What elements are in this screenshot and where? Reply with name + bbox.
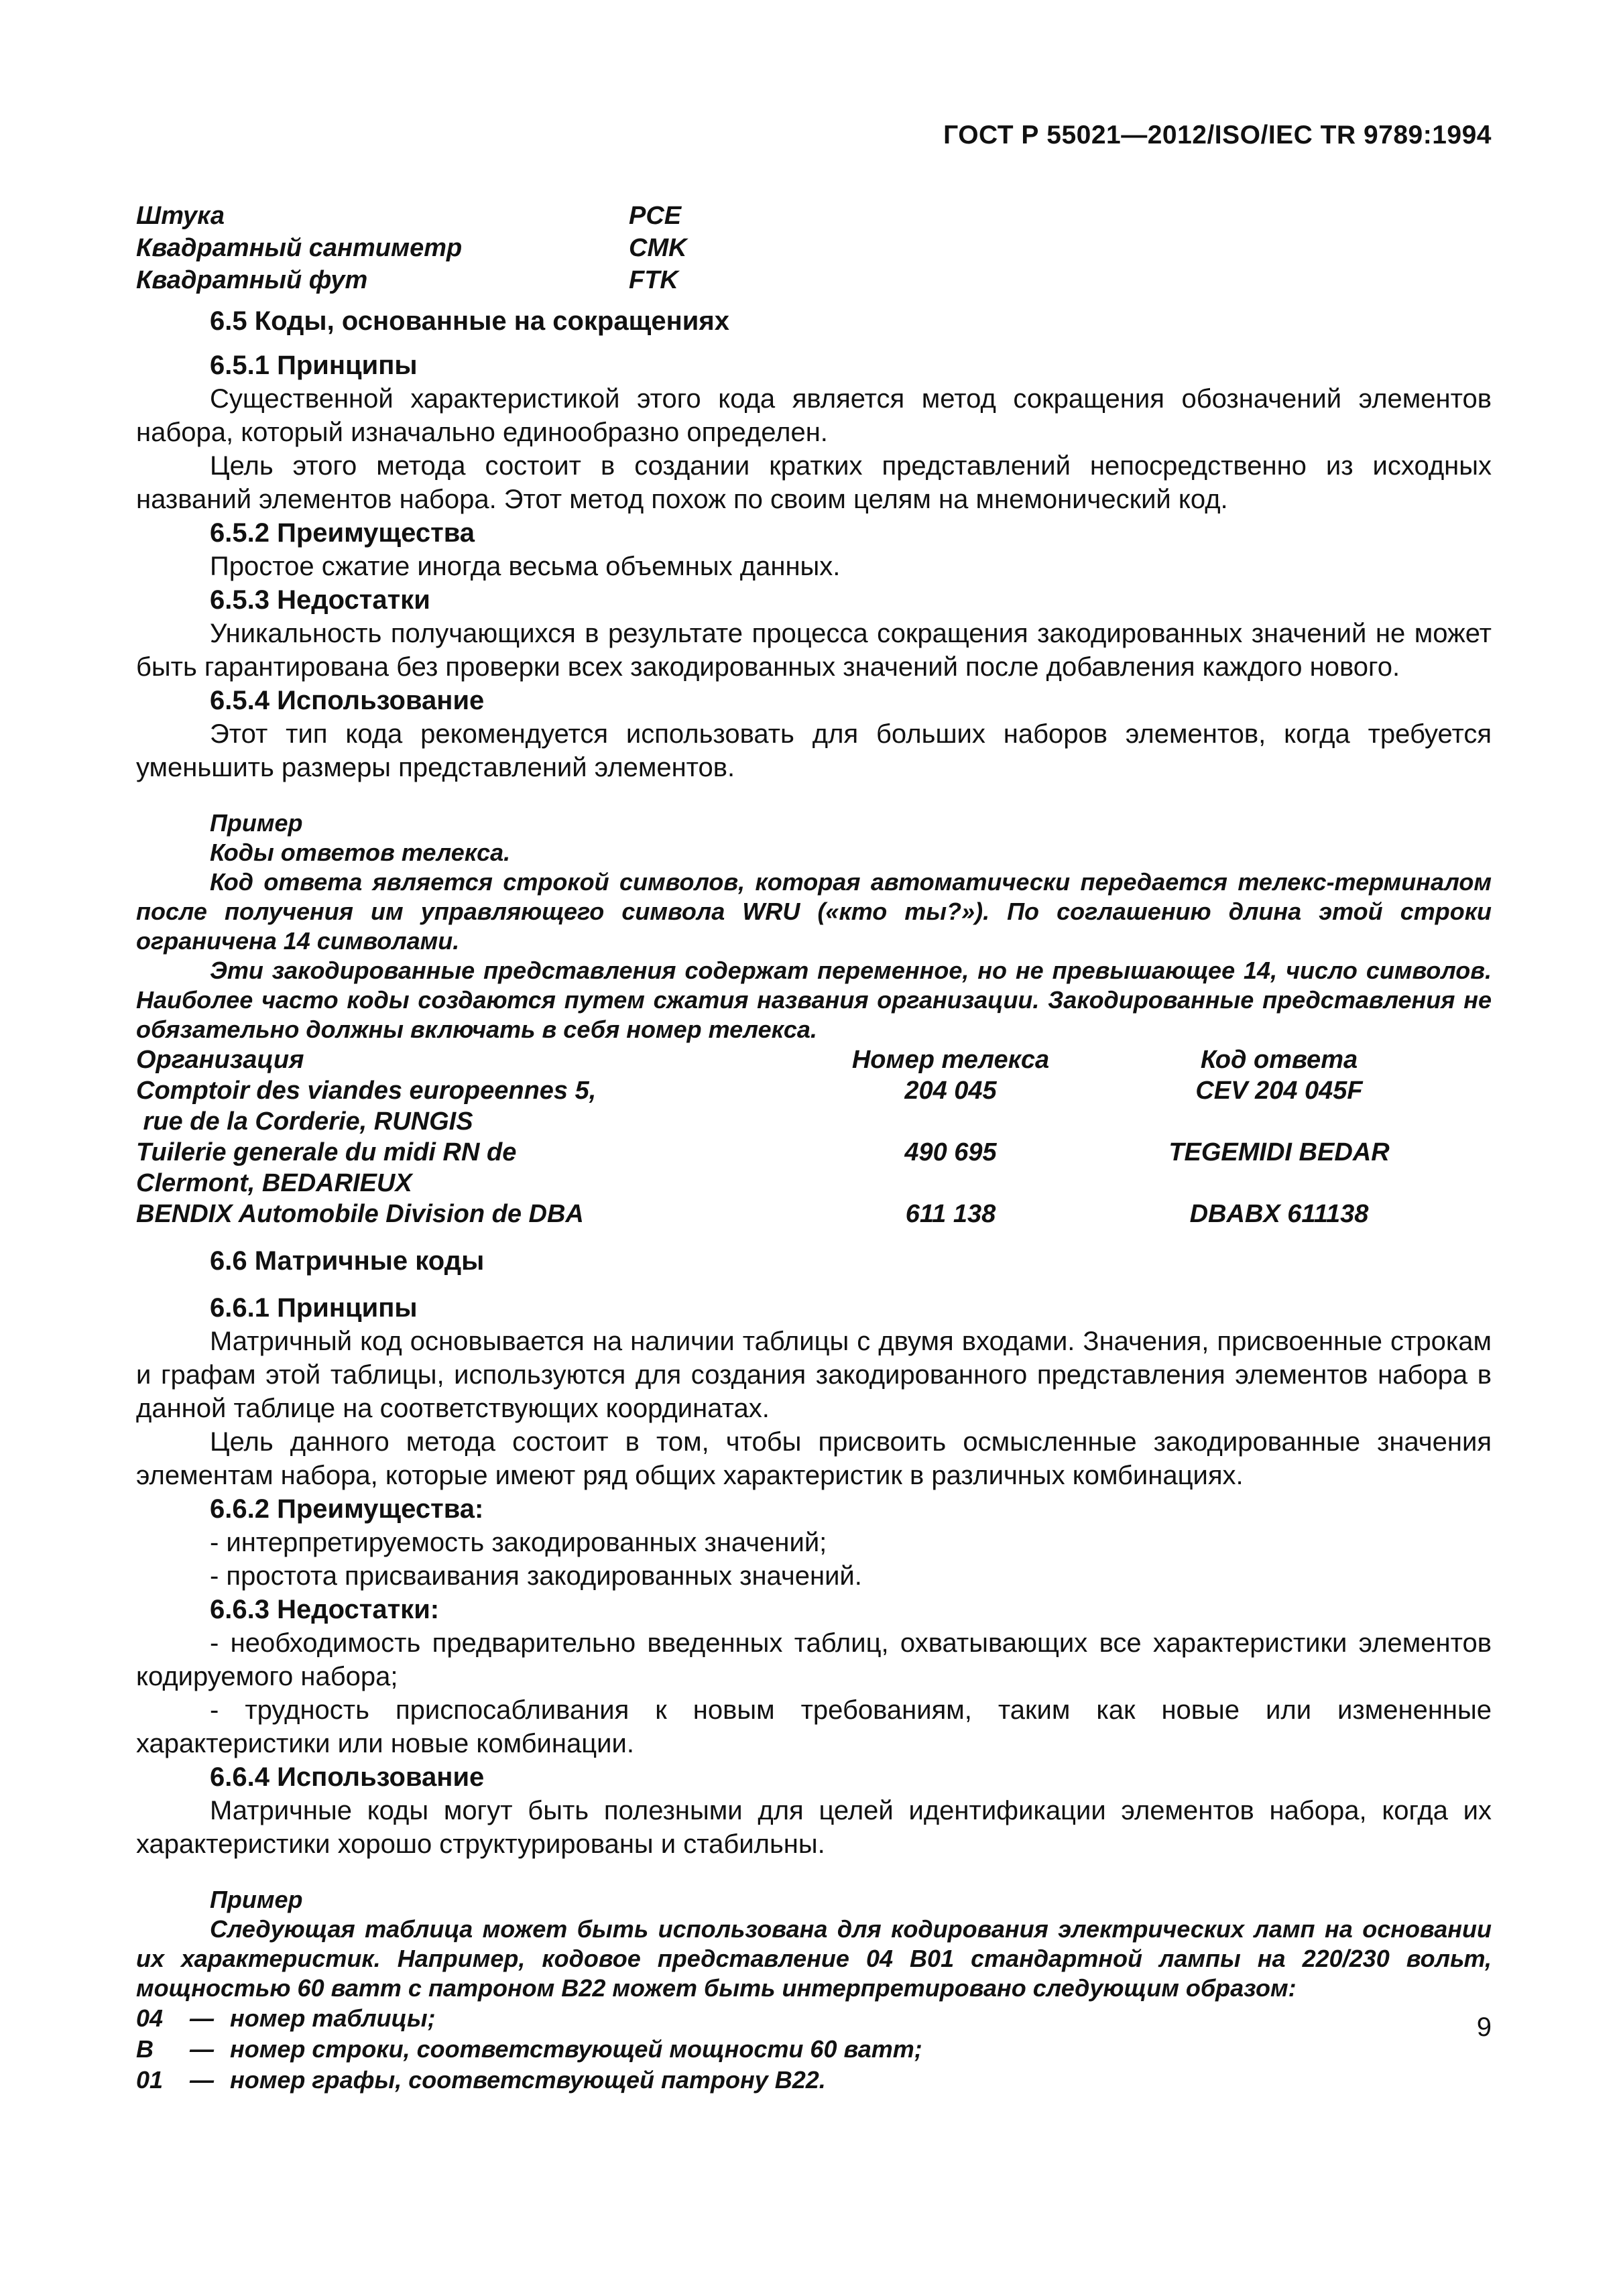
table-cell: DBABX 611138 (1189, 1200, 1369, 1228)
document-body (136, 200, 1492, 2096)
unit-code: CMK (629, 234, 687, 262)
example-paragraph: Следующая таблица может быть использована для кодирования электрических ламп на основании их характеристик. Например, кодовое представление 04 B01 стандартной лампы на 220/230 вольт, мощностью 60 ватт с патроном B22 может быть интерпретировано следующим образом: (136, 1915, 1492, 2002)
org-line: Clermont, BEDARIEUX (136, 1169, 412, 1197)
paragraph: Простое сжатие иногда весьма объемных данных. (210, 552, 841, 581)
subsection-heading: 6.5.3 Недостатки (210, 585, 430, 615)
list-item: - необходимость предварительно введенных таблиц, охватывающих все характеристики элементов кодируемого набора; (136, 1628, 1492, 1691)
legend-dash: — (190, 2066, 214, 2094)
legend-row (136, 2034, 1492, 2065)
table-row (136, 1075, 1492, 1137)
table-cell (136, 1137, 833, 1199)
paragraph: Матричные коды могут быть полезными для целей идентификации элементов набора, когда их характеристики хорошо структурированы и стабильны. (136, 1796, 1492, 1859)
units-list (136, 200, 1492, 296)
legend-key: 01 (136, 2066, 164, 2094)
example-paragraph: Код ответа является строкой символов, которая автоматически передается телекс-терминалом после получения им управляющего символа WRU («кто ты?»). По соглашению длина этой строки ограничена 14 символами. (136, 868, 1492, 955)
legend-text: номер таблицы; (230, 2004, 436, 2032)
standard-header: ГОСТ Р 55021—2012/ISO/IEC TR 9789:1994 (943, 121, 1492, 149)
table-row (136, 1137, 1492, 1199)
unit-name: Квадратный фут (136, 266, 368, 294)
legend-key: B (136, 2035, 154, 2063)
unit-name: Штука (136, 202, 225, 230)
list-item: - простота присваивания закодированных значений. (210, 1561, 862, 1591)
unit-row (136, 264, 1492, 296)
section-heading: 6.5 Коды, основанные на сокращениях (210, 306, 729, 336)
table-cell: 611 138 (905, 1200, 996, 1228)
page-number: 9 (1476, 2012, 1492, 2042)
section-heading: 6.6 Матричные коды (210, 1246, 485, 1276)
legend-dash: — (190, 2035, 214, 2063)
table-cell (136, 1075, 833, 1137)
example-block (136, 1885, 1492, 2003)
paragraph: Цель данного метода состоит в том, чтобы присвоить осмысленные закодированные значения элементам набора, которые имеют ряд общих характеристик в различных комбинациях. (136, 1427, 1492, 1490)
unit-name: Квадратный сантиметр (136, 234, 463, 262)
telex-table (136, 1044, 1492, 1229)
code-legend (136, 2003, 1492, 2096)
unit-code: PCE (629, 202, 682, 230)
subsection-heading: 6.5.4 Использование (210, 686, 485, 715)
example-title: Коды ответов телекса. (210, 839, 511, 866)
paragraph: Этот тип кода рекомендуется использовать для больших наборов элементов, когда требуется уменьшить размеры представлений элементов. (136, 719, 1492, 782)
subsection-heading: 6.6.1 Принципы (210, 1293, 418, 1323)
legend-row (136, 2003, 1492, 2034)
table-header-row (136, 1044, 1492, 1075)
subsection-heading: 6.6.2 Преимущества: (210, 1494, 484, 1524)
list-item: - интерпретируемость закодированных значений; (210, 1528, 827, 1557)
table-cell: 490 695 (904, 1138, 997, 1166)
legend-dash: — (190, 2004, 214, 2032)
list-item: - трудность приспосабливания к новым требованиям, таким как новые или измененные характеристики или новые комбинации. (136, 1695, 1492, 1758)
org-line: Comptoir des viandes europeennes 5, (136, 1077, 597, 1105)
table-cell: TEGEMIDI BEDAR (1168, 1138, 1390, 1166)
column-header: Номер телекса (851, 1046, 1050, 1074)
subsection-heading: 6.5.2 Преимущества (210, 518, 475, 548)
legend-text: номер графы, соответствующей патрону B22. (230, 2066, 826, 2094)
example-label: Пример (210, 1886, 303, 1913)
legend-row (136, 2065, 1492, 2096)
table-cell (136, 1199, 833, 1229)
column-header: Код ответа (1200, 1046, 1358, 1074)
unit-row (136, 200, 1492, 232)
subsection-heading: 6.6.3 Недостатки: (210, 1595, 440, 1624)
legend-key: 04 (136, 2004, 164, 2032)
org-line: BENDIX Automobile Division de DBA (136, 1200, 584, 1228)
table-cell: CEV 204 045F (1195, 1077, 1363, 1105)
subsection-heading: 6.6.4 Использование (210, 1762, 485, 1792)
paragraph: Цель этого метода состоит в создании кратких представлений непосредственно из исходных названий элементов набора. Этот метод похож по своим целям на мнемонический код. (136, 451, 1492, 514)
legend-text: номер строки, соответствующей мощности 60 ватт; (230, 2035, 922, 2063)
table-cell: 204 045 (904, 1077, 997, 1105)
unit-code: FTK (629, 266, 678, 294)
paragraph: Уникальность получающихся в результате процесса сокращения закодированных значений не может быть гарантирована без проверки всех закодированных значений после добавления каждого нового. (136, 619, 1492, 682)
example-paragraph: Эти закодированные представления содержат переменное, но не превышающее 14, число символов. Наиболее часто коды создаются путем сжатия названия организации. Закодированные представления не обязательно должны включать в себя номер телекса. (136, 957, 1492, 1043)
unit-row (136, 232, 1492, 264)
paragraph: Существенной характеристикой этого кода является метод сокращения обозначений элементов набора, который изначально единообразно определен. (136, 384, 1492, 447)
paragraph: Матричный код основывается на наличии таблицы с двумя входами. Значения, присвоенные строкам и графам этой таблицы, используются для создания закодированного представления элементов набора в данной таблице на соответствующих координатах. (136, 1327, 1492, 1423)
column-header: Организация (136, 1046, 304, 1074)
org-line: rue de la Corderie, RUNGIS (136, 1107, 473, 1136)
subsection-heading: 6.5.1 Принципы (210, 351, 418, 380)
table-row (136, 1199, 1492, 1229)
org-line: Tuilerie generale du midi RN de (136, 1138, 517, 1166)
example-label: Пример (210, 809, 303, 837)
example-block (136, 808, 1492, 1044)
